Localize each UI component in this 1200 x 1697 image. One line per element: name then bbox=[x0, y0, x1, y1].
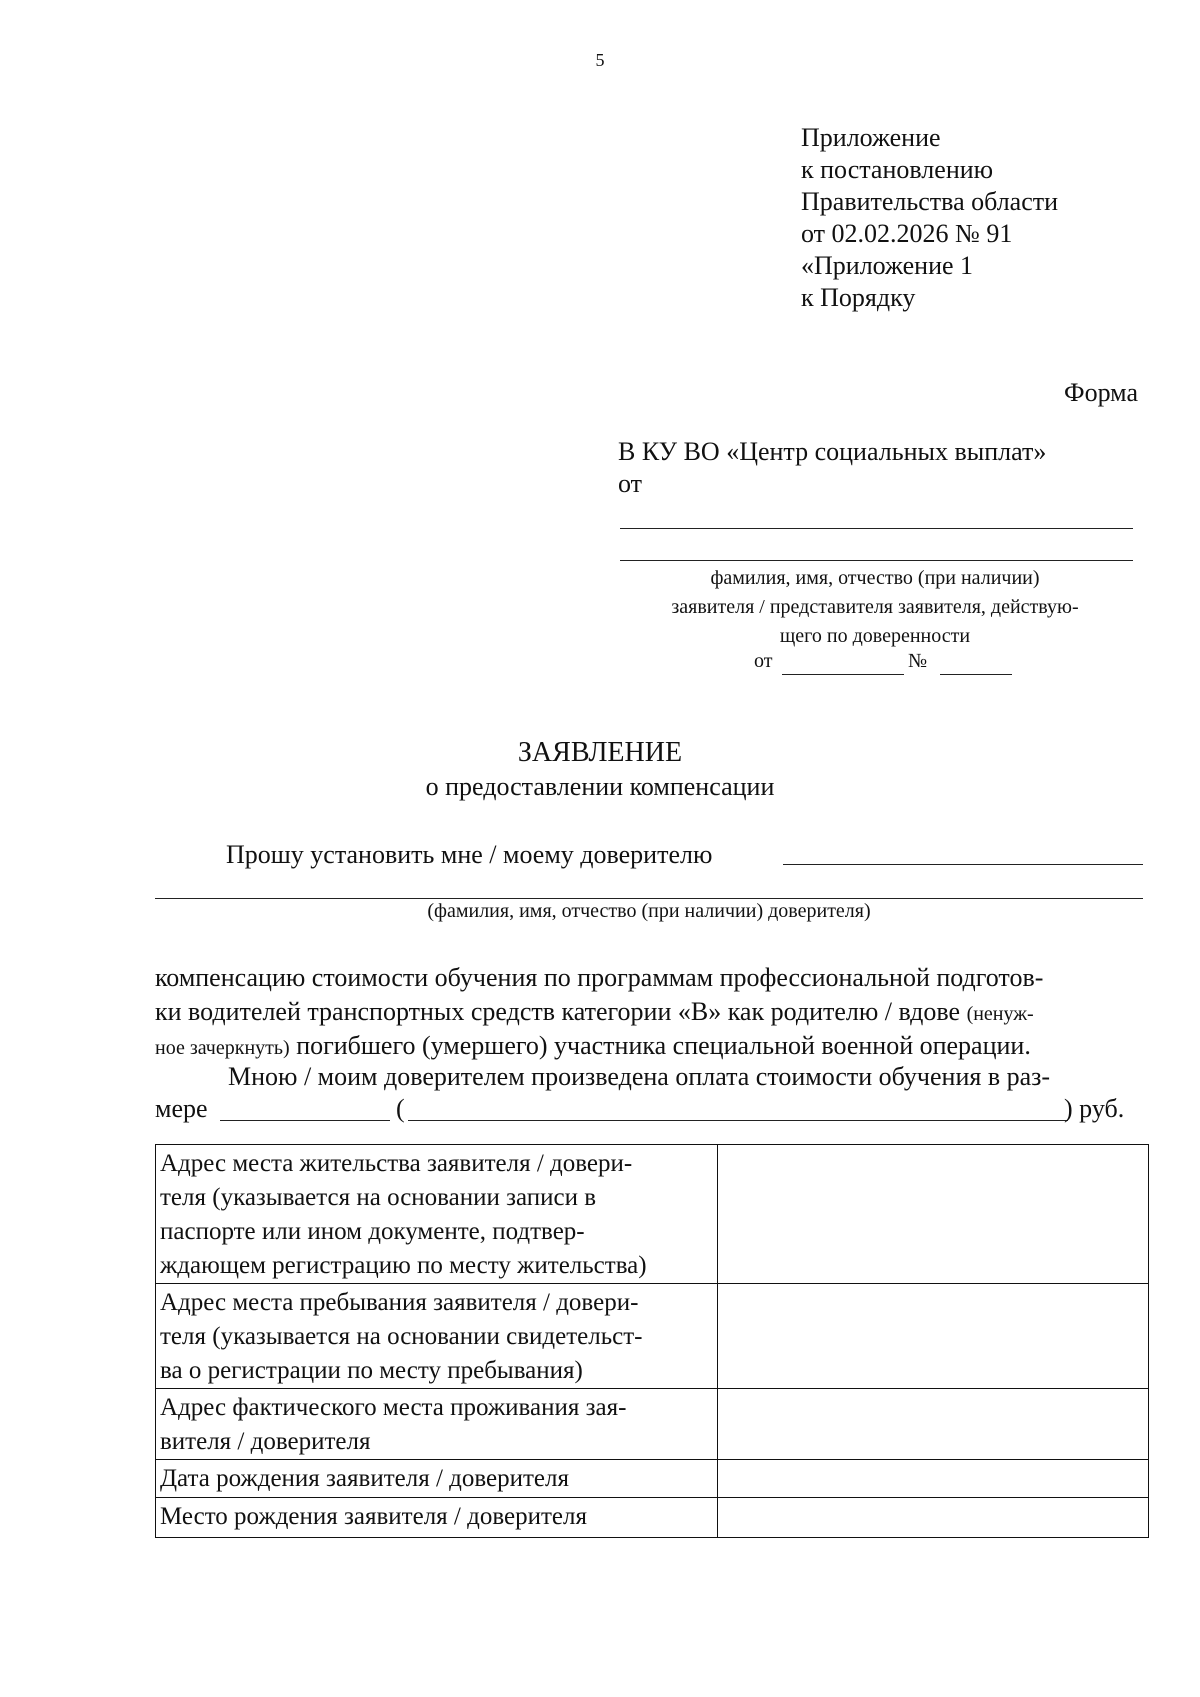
body-line-main: погибшего (умершего) участника специальной военной операции. bbox=[296, 1031, 1031, 1060]
recipient-from: от bbox=[618, 469, 643, 498]
request-name-field-2[interactable] bbox=[155, 898, 1143, 899]
body-line bbox=[155, 997, 1034, 1027]
sender-caption-line: заявителя / представителя заявителя, действую- bbox=[671, 596, 1079, 618]
appendix-line: Приложение bbox=[801, 123, 941, 152]
table-row-value[interactable] bbox=[718, 1145, 1149, 1284]
sender-caption bbox=[618, 564, 1132, 651]
table-row bbox=[156, 1498, 1149, 1538]
table-row-label bbox=[156, 1284, 718, 1389]
appendix-line: Правительства области bbox=[801, 187, 1059, 216]
recipient-to: В КУ ВО «Центр социальных выплат» bbox=[618, 437, 1047, 466]
table-label-line: Адрес места пребывания заявителя / довери- bbox=[160, 1289, 639, 1316]
table-label-line: Адрес фактического места проживания зая- bbox=[160, 1394, 627, 1421]
sender-name-line-1[interactable] bbox=[620, 528, 1133, 529]
body-line-note: (ненуж- bbox=[966, 1003, 1034, 1025]
payment-open-paren: ( bbox=[396, 1094, 405, 1123]
body-line-main: ки водителей транспортных средств категории «В» как родителю / вдове bbox=[155, 997, 961, 1026]
recipient-block bbox=[618, 436, 1046, 500]
appendix-line: от 02.02.2026 № 91 bbox=[801, 219, 1013, 248]
table-label-line: теля (указывается на основании записи в bbox=[160, 1184, 597, 1211]
document-title: ЗАЯВЛЕНИЕ bbox=[517, 737, 683, 768]
payment-amount-field[interactable] bbox=[220, 1120, 390, 1121]
table-label-line: Адрес места жительства заявителя / довери- bbox=[160, 1150, 633, 1177]
table-row bbox=[156, 1145, 1149, 1284]
table-row-value[interactable] bbox=[718, 1460, 1149, 1498]
request-name-field[interactable] bbox=[783, 864, 1143, 865]
table-row-label bbox=[156, 1460, 718, 1498]
table-row-value[interactable] bbox=[718, 1498, 1149, 1538]
form-label: Форма bbox=[1064, 378, 1138, 407]
appendix-line: к Порядку bbox=[801, 283, 916, 312]
table-row-label bbox=[156, 1145, 718, 1284]
table-row bbox=[156, 1460, 1149, 1498]
table-label-line: паспорте или ином документе, подтвер- bbox=[160, 1218, 585, 1245]
proxy-number-label: № bbox=[908, 650, 928, 672]
proxy-number-field[interactable] bbox=[940, 674, 1012, 675]
appendix-block bbox=[801, 122, 1058, 314]
appendix-line: к постановлению bbox=[801, 155, 994, 184]
proxy-from-label: от bbox=[754, 650, 773, 672]
table-row-label bbox=[156, 1389, 718, 1460]
applicant-info-table bbox=[155, 1144, 1149, 1538]
table-row-value[interactable] bbox=[718, 1284, 1149, 1389]
payment-suffix: ) руб. bbox=[1064, 1094, 1125, 1123]
request-caption: (фамилия, имя, отчество (при наличии) доверителя) bbox=[427, 900, 871, 922]
table-label-line: ва о регистрации по месту пребывания) bbox=[160, 1357, 583, 1384]
table-label-line: ждающем регистрацию по месту жительства) bbox=[160, 1252, 647, 1279]
table-label-line: теля (указывается на основании свидетельст- bbox=[160, 1323, 643, 1350]
sender-caption-line: фамилия, имя, отчество (при наличии) bbox=[710, 567, 1040, 589]
document-subtitle: о предоставлении компенсации bbox=[425, 772, 775, 801]
table-row bbox=[156, 1389, 1149, 1460]
table-label-line: вителя / доверителя bbox=[160, 1428, 371, 1455]
payment-prefix: мере bbox=[155, 1094, 208, 1123]
appendix-line: «Приложение 1 bbox=[801, 251, 974, 280]
table-label-line: Дата рождения заявителя / доверителя bbox=[160, 1465, 569, 1492]
table-row-value[interactable] bbox=[718, 1389, 1149, 1460]
sender-name-line-2[interactable] bbox=[620, 560, 1133, 561]
body-line: компенсацию стоимости обучения по программам профессиональной подготов- bbox=[155, 963, 1044, 992]
table-label-line: Место рождения заявителя / доверителя bbox=[160, 1503, 587, 1530]
sender-caption-line: щего по доверенности bbox=[779, 625, 971, 647]
body-line bbox=[155, 1031, 1031, 1061]
table-row-label bbox=[156, 1498, 718, 1538]
proxy-date-field[interactable] bbox=[782, 674, 904, 675]
table-row bbox=[156, 1284, 1149, 1389]
request-text: Прошу установить мне / моему доверителю bbox=[226, 840, 713, 869]
body-line-note: ное зачеркнуть) bbox=[155, 1037, 290, 1059]
page-number: 5 bbox=[595, 50, 605, 70]
payment-line: Мною / моим доверителем произведена оплата стоимости обучения в раз- bbox=[228, 1062, 1051, 1091]
payment-amount-words-field[interactable] bbox=[408, 1120, 1068, 1121]
